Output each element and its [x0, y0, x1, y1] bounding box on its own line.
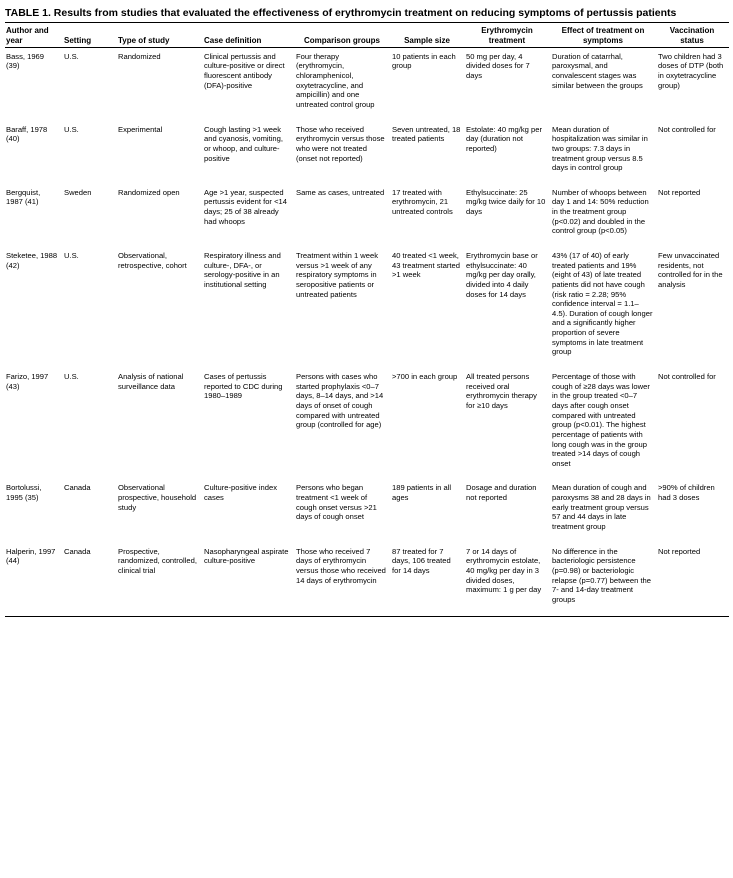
- cell-comparison-groups: Same as cases, untreated: [296, 187, 385, 197]
- table-title: TABLE 1. Results from studies that evaluated the effectiveness of erythromycin treatment on reducing symptoms of pertussis patients: [5, 7, 677, 19]
- cell-comparison-groups: Persons who began treatment <1 week of cough onset versus >21 days of cough onset: [296, 483, 377, 522]
- cell-erythromycin-treatment: Ethylsuccinate: 25 mg/kg twice daily for 10 days: [466, 187, 546, 217]
- cell-erythromycin-treatment: All treated persons received oral erythromycin therapy for ≥10 days: [466, 372, 537, 410]
- cell-setting: Canada: [63, 543, 117, 616]
- col-header-comparison-groups: Comparison groups: [295, 23, 391, 47]
- col-header-type-of-study: Type of study: [117, 23, 203, 47]
- cell-case-definition: Age >1 year, suspected pertussis evident for <14 days; 25 of 38 already had whoops: [204, 187, 287, 226]
- cell-erythromycin-treatment: Dosage and duration not reported: [466, 483, 537, 503]
- cell-case-definition: Cough lasting >1 week and cyanosis, vomiting, or whoop, and culture-positive: [204, 124, 283, 163]
- cell-comparison-groups: Four therapy (erythromycin, chloramphenicol, oxytetracycline, and ampicillin) and one untreated control group: [296, 51, 375, 109]
- cell-setting: U.S.: [64, 51, 79, 61]
- cell-sample-size: >700 in each group: [392, 372, 458, 382]
- col-header-vaccination-status: Vaccination status: [657, 23, 729, 47]
- cell-effect: 43% (17 of 40) of early treated patients and 19% (eight of 43) of late treated patients did not have cough (risk ratio = 2.28; 95% confidence interval = 1.1–4.5). Duration of cough longer and a significantly higher proportion of severe symptoms in late treatment group: [552, 251, 653, 357]
- cell-sample-size: 87 treated for 7 days, 106 treated for 14 days: [391, 543, 465, 616]
- table-row: [5, 121, 729, 184]
- table-row: [5, 479, 729, 542]
- header-row: [5, 23, 729, 47]
- cell-comparison-groups: Treatment within 1 week versus >1 week of any respiratory symptoms in seropositive patients or untreated patients: [296, 251, 379, 299]
- cell-effect: Number of whoops between day 1 and 14: 50% reduction in the treatment group (p<0.02) and doubled in the control group (p<0.05): [552, 187, 649, 236]
- cell-study-type: Observational prospective, household study: [118, 483, 197, 512]
- cell-sample-size: 40 treated <1 week, 43 treatment started >1 week: [392, 251, 460, 280]
- cell-study-type: Randomized: [118, 51, 161, 61]
- cell-effect: Percentage of those with cough of ≥28 days was lower in the group treated <0–7 days after cough onset compared with untreated group (p<0.01). The highest percentage of patients with long cough was in the group treated >14 days of cough onset: [552, 372, 650, 468]
- cell-study-type: Randomized open: [118, 187, 180, 197]
- col-header-erythromycin-treatment: Erythromycin treatment: [465, 23, 551, 47]
- results-table: [5, 22, 729, 616]
- cell-sample-size: Seven untreated, 18 treated patients: [392, 124, 461, 144]
- cell-vaccination-status: Not reported: [658, 187, 701, 197]
- cell-case-definition: Clinical pertussis and culture-positive or direct fluorescent antibody (DFA)-positive: [204, 51, 285, 90]
- cell-case-definition: Nasopharyngeal aspirate culture-positive: [203, 543, 295, 616]
- col-header-sample-size: Sample size: [391, 23, 465, 47]
- cell-study-type: Observational, retrospective, cohort: [118, 251, 187, 270]
- cell-setting: Sweden: [64, 187, 92, 197]
- cell-vaccination-status: Not reported: [657, 543, 729, 616]
- cell-effect: Mean duration of hospitalization was similar in two groups: 7.3 days in treatment group versus 8.5 days in control group: [552, 124, 648, 173]
- cell-effect: No difference in the bacteriologic persistence (p=0.98) or bacteriologic relapse (p=0.77) between the 7- and 14-day treatment groups: [551, 543, 657, 616]
- cell-sample-size: 189 patients in all ages: [392, 483, 452, 503]
- cell-case-definition: Culture-positive index cases: [204, 483, 278, 503]
- cell-author-year: Bass, 1969 (39): [6, 51, 44, 71]
- cell-erythromycin-treatment: Estolate: 40 mg/kg per day (duration not reported): [466, 124, 542, 153]
- col-header-author-year: Author and year: [5, 23, 63, 47]
- cell-comparison-groups: Persons with cases who started prophylaxis <0–7 days, 8–14 days, and >14 days of onset of cough compared with untreated group (controlled for age): [296, 372, 384, 430]
- table-row: [5, 247, 729, 368]
- cell-author-year: Baraff, 1978 (40): [6, 124, 48, 144]
- cell-vaccination-status: Not controlled for: [658, 124, 716, 134]
- cell-effect: Mean duration of cough and paroxysms 38 and 28 days in early treatment group versus 57 and 44 days in late treatment group: [552, 483, 651, 532]
- col-header-case-definition: Case definition: [203, 23, 295, 47]
- table-row: [5, 543, 729, 616]
- cell-case-definition: Cases of pertussis reported to CDC during 1980–1989: [204, 372, 283, 401]
- cell-setting: U.S.: [64, 124, 79, 134]
- cell-author-year: Farizo, 1997 (43): [6, 372, 49, 391]
- cell-effect: Duration of catarrhal, paroxysmal, and convalescent stages was similar between the groups: [552, 51, 643, 90]
- cell-vaccination-status: Two children had 3 doses of DTP (both in oxytetracycline group): [658, 51, 724, 90]
- cell-setting: U.S.: [64, 251, 79, 260]
- cell-sample-size: 17 treated with erythromycin, 21 untreated controls: [392, 187, 453, 217]
- cell-study-type: Experimental: [118, 124, 163, 134]
- table-row: [5, 47, 729, 120]
- cell-author-year: Halperin, 1997 (44): [5, 543, 63, 616]
- cell-comparison-groups: Those who received erythromycin versus those who were not treated (onset not reported): [296, 124, 385, 163]
- cell-case-definition: Respiratory illness and culture-, DFA-, or serology-positive in an institutional setting: [204, 251, 281, 289]
- cell-erythromycin-treatment: Erythromycin base or ethylsuccinate: 40 mg/kg per day orally, divided into 4 daily doses for 14 days: [466, 251, 538, 299]
- table-row: [5, 184, 729, 247]
- col-header-setting: Setting: [63, 23, 117, 47]
- cell-erythromycin-treatment: 7 or 14 days of erythromycin estolate, 40 mg/kg per day in 3 divided doses, maximum: 1 g per day: [465, 543, 551, 616]
- table-row: [5, 368, 729, 479]
- cell-study-type: Prospective, randomized, controlled, clinical trial: [117, 543, 203, 616]
- cell-comparison-groups: Those who received 7 days of erythromycin versus those who received 14 days of erythromycin: [295, 543, 391, 616]
- cell-author-year: Bortolussi, 1995 (35): [6, 483, 42, 503]
- cell-study-type: Analysis of national surveillance data: [118, 372, 184, 391]
- cell-setting: U.S.: [64, 372, 79, 382]
- cell-erythromycin-treatment: 50 mg per day, 4 divided doses for 7 days: [466, 51, 530, 81]
- cell-vaccination-status: >90% of children had 3 doses: [658, 483, 715, 503]
- cell-sample-size: 10 patients in each group: [392, 51, 456, 71]
- cell-setting: Canada: [64, 483, 91, 493]
- cell-author-year: Bergquist, 1987 (41): [6, 187, 41, 207]
- cell-vaccination-status: Not controlled for: [658, 372, 716, 382]
- cell-vaccination-status: Few unvaccinated residents, not controlled for in the analysis: [658, 251, 723, 289]
- col-header-effect-of-treatment: Effect of treatment on symptoms: [551, 23, 657, 47]
- cell-author-year: Steketee, 1988 (42): [6, 251, 58, 270]
